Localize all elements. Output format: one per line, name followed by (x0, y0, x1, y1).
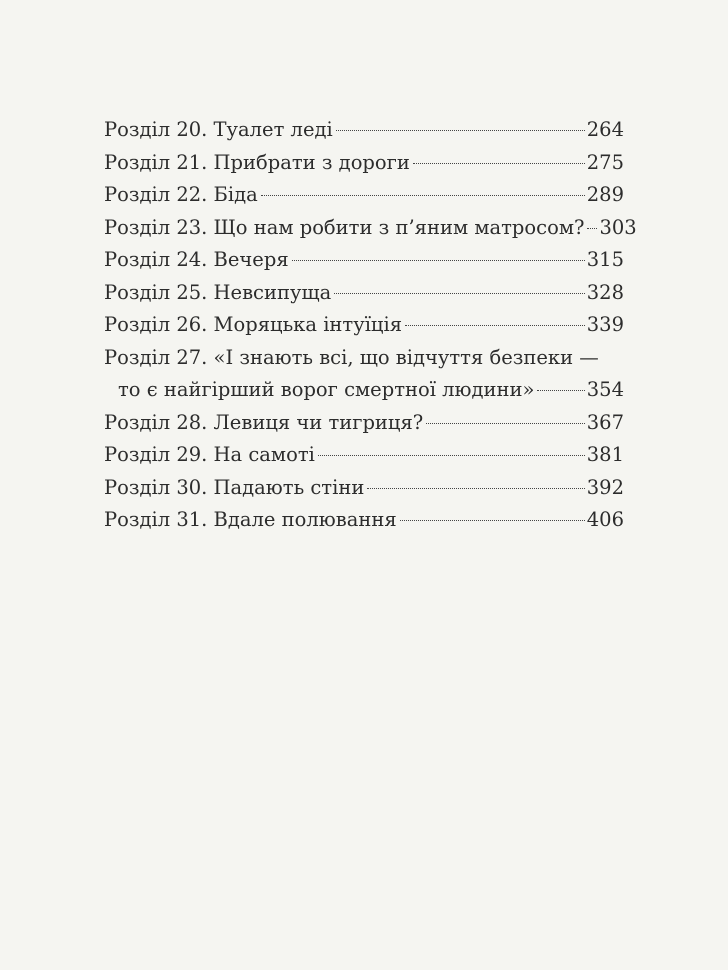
toc-entry[interactable] (104, 277, 624, 310)
toc-entry-page: 406 (586, 508, 624, 531)
toc-entry-title: Розділ 29. На самоті (104, 443, 315, 466)
toc-entry-page: 354 (586, 378, 624, 401)
toc-entry-title: Розділ 21. Прибрати з дороги (104, 150, 410, 174)
toc-entry[interactable] (104, 244, 624, 277)
toc-entry-title: Розділ 24. Вечеря (104, 248, 289, 271)
toc-entry-page: 328 (586, 280, 624, 304)
toc-entry[interactable] (104, 342, 624, 407)
dot-leader (261, 195, 585, 196)
toc-entry-title: Розділ 25. Невсипуща (104, 280, 332, 304)
dot-leader (334, 293, 585, 294)
toc-entry[interactable] (104, 407, 624, 440)
toc-entry[interactable] (104, 439, 624, 472)
toc-entry-page: 264 (586, 118, 624, 141)
toc-entry-page: 289 (586, 183, 624, 206)
dot-leader (367, 488, 584, 489)
toc-entry-page: 392 (586, 475, 624, 499)
toc-entry[interactable] (104, 179, 624, 212)
toc-entry-title: Розділ 28. Левиця чи тигриця? (104, 410, 424, 434)
toc-entry-page: 381 (586, 443, 624, 466)
dot-leader (426, 423, 585, 424)
toc-entry-title-line2: то є найгірший ворог смертної людини» (118, 378, 535, 401)
dot-leader (292, 260, 585, 261)
toc-entry-page: 315 (586, 248, 624, 271)
toc-entry-title: Розділ 22. Біда (104, 183, 258, 206)
toc-entry[interactable] (104, 212, 637, 245)
table-of-contents (104, 114, 637, 537)
dot-leader (537, 390, 584, 391)
toc-entry-title: Розділ 26. Моряцька інтуїція (104, 313, 403, 336)
dot-leader (413, 163, 585, 164)
toc-entry-title: Розділ 31. Вдале полювання (104, 508, 397, 531)
toc-entry-page: 339 (586, 313, 624, 336)
toc-entry[interactable] (104, 309, 624, 342)
toc-entry-title-line1: Розділ 27. «І знають всі, що відчуття безпеки — (104, 345, 599, 369)
toc-entry[interactable] (104, 472, 624, 505)
dot-leader (318, 455, 585, 456)
toc-entry-title: Розділ 20. Туалет леді (104, 118, 333, 141)
dot-leader (336, 130, 585, 131)
dot-leader (405, 325, 585, 326)
toc-entry-title: Розділ 30. Падають стіни (104, 475, 365, 499)
toc-entry-page: 303 (599, 215, 637, 239)
dot-leader (400, 520, 585, 521)
toc-entry-page: 367 (586, 410, 624, 434)
dot-leader (587, 228, 597, 229)
toc-entry-title: Розділ 23. Що нам робити з п’яним матросом? (104, 215, 585, 239)
toc-entry[interactable] (104, 114, 624, 147)
toc-entry-page: 275 (586, 150, 624, 174)
toc-entry[interactable] (104, 147, 624, 180)
toc-entry[interactable] (104, 504, 624, 537)
